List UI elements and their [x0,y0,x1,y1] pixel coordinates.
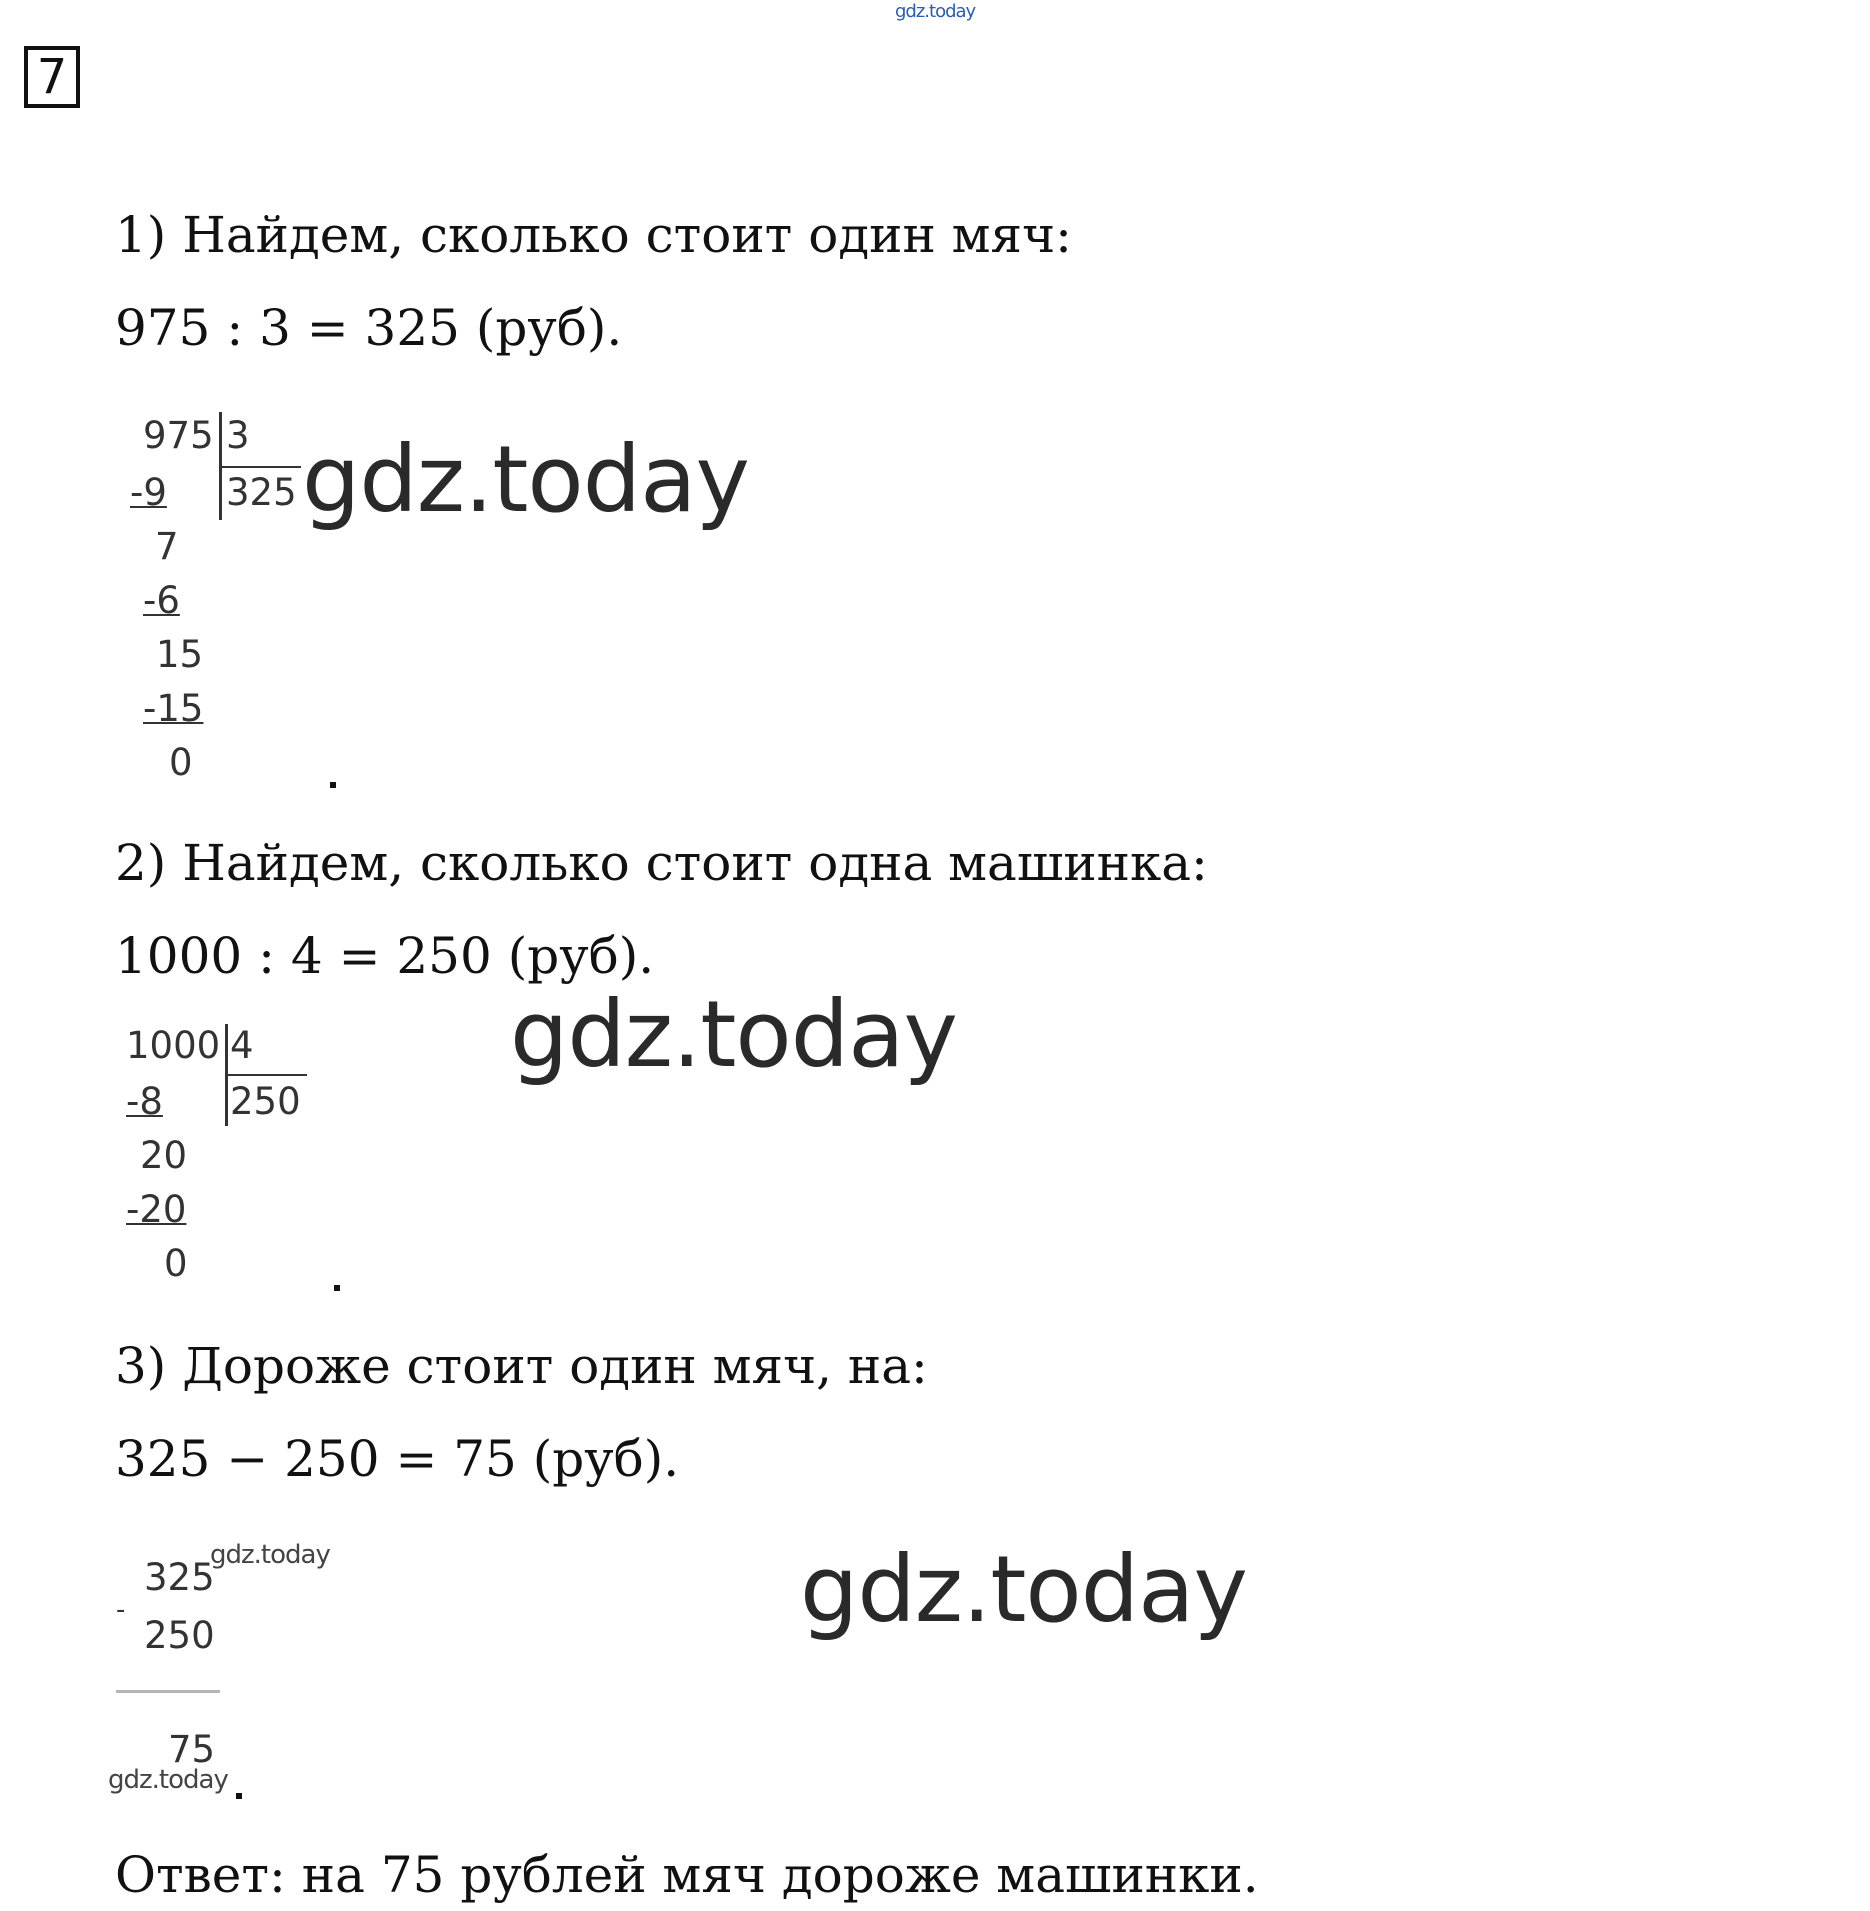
watermark-small: gdz.today [108,1765,228,1795]
subtraction-minuend: 325 [144,1556,215,1599]
division2-quotient: 250 [230,1080,301,1123]
watermark-big: gdz.today [510,981,957,1088]
division2-row: -8 [126,1080,163,1123]
division1-dividend: 975 [143,414,214,457]
division1-divisor: 3 [226,414,250,457]
subtraction-result: 75 [168,1728,216,1771]
division2-period [334,1285,340,1291]
division2-divisor: 4 [230,1024,254,1067]
step3-heading: 3) Дороже стоит один мяч, на: [115,1337,928,1395]
subtraction-line [116,1690,220,1693]
division2-dividend: 1000 [126,1024,221,1067]
division1-horizontal-line [221,466,301,468]
division1-row: 0 [169,741,193,784]
division1-row: -6 [143,579,180,622]
division2-horizontal-line [227,1074,307,1076]
division1-period [330,782,336,788]
division1-row: 7 [155,525,179,568]
division1-quotient: 325 [226,471,297,514]
step2-equation: 1000 : 4 = 250 (руб). [115,927,655,985]
step1-heading: 1) Найдем, сколько стоит один мяч: [115,206,1073,264]
step1-equation: 975 : 3 = 325 (руб). [115,299,623,357]
step2-heading: 2) Найдем, сколько стоит одна машинка: [115,834,1208,892]
division1-row: -15 [143,687,204,730]
task-number: 7 [24,46,80,108]
subtraction-sign: - [116,1595,126,1625]
step3-equation: 325 − 250 = 75 (руб). [115,1430,680,1488]
division2-row: -20 [126,1188,187,1231]
division2-row: 20 [140,1134,188,1177]
division1-row: 15 [156,633,204,676]
subtraction-subtrahend: 250 [144,1614,215,1657]
subtraction-period [236,1793,242,1799]
watermark-small: gdz.today [210,1540,330,1570]
answer: Ответ: на 75 рублей мяч дороже машинки. [115,1846,1259,1904]
watermark-big: gdz.today [302,426,749,533]
division2-row: 0 [164,1242,188,1285]
division1-row: -9 [130,471,167,514]
watermark-big: gdz.today [800,1536,1247,1643]
watermark-top: gdz.today [895,1,976,22]
